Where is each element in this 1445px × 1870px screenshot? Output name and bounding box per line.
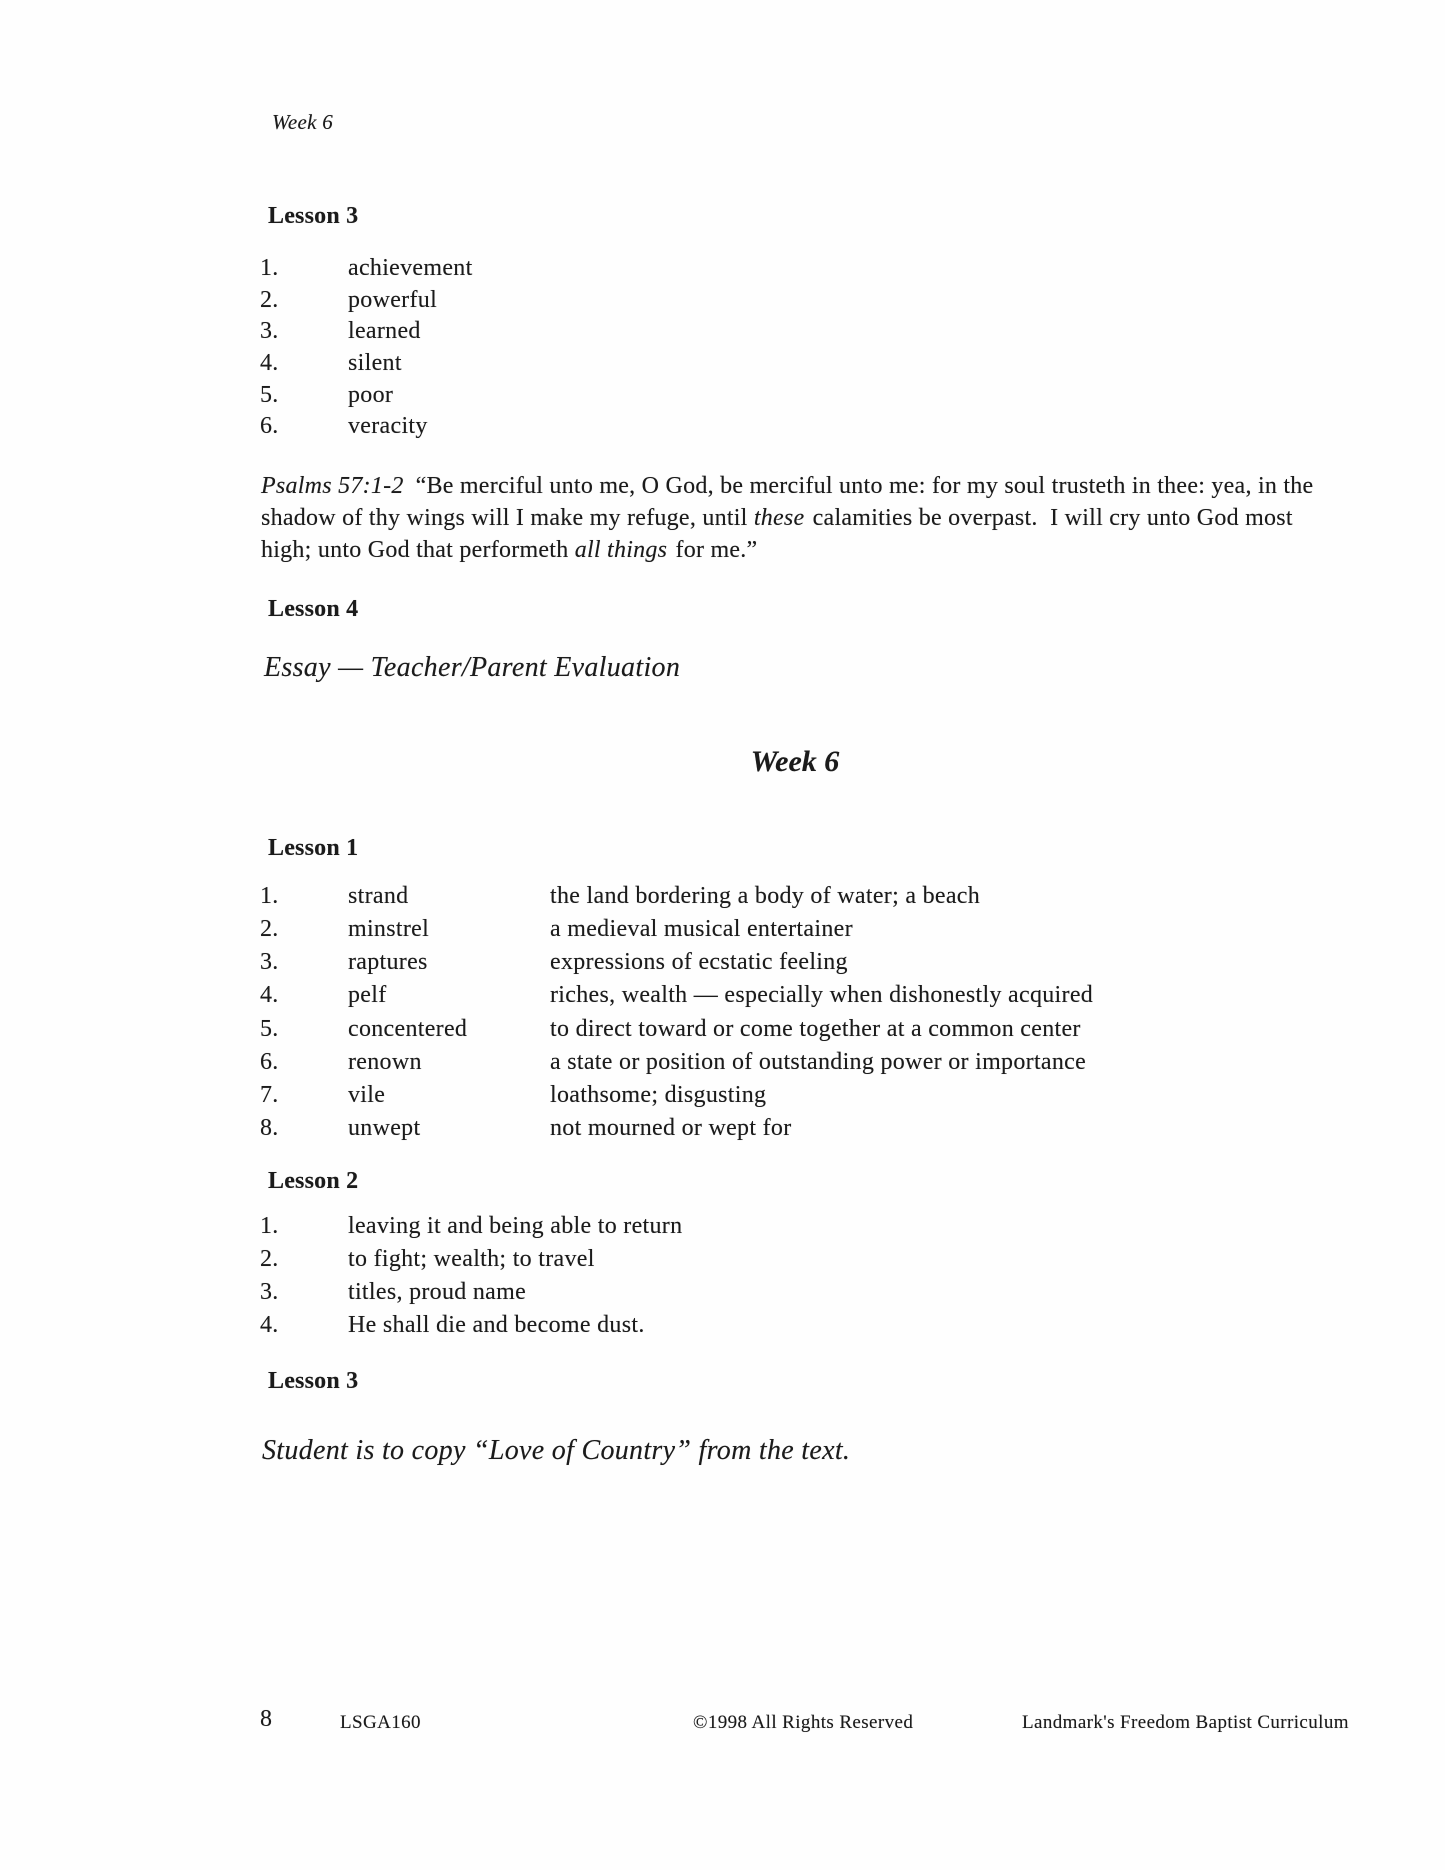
list-item: [0, 287, 1445, 319]
essay-evaluation-line: Essay — Teacher/Parent Evaluation: [264, 652, 681, 683]
list-item: [0, 382, 1445, 414]
item-number: 1.: [260, 883, 279, 909]
vocab-row: [0, 1082, 1445, 1114]
vocab-definition: to direct toward or come together at a common center: [550, 1016, 1081, 1042]
list-item: [0, 318, 1445, 350]
vocab-term: concentered: [348, 1016, 468, 1042]
vocab-definition: the land bordering a body of water; a beach: [550, 883, 981, 909]
psalm-italic-word: these: [753, 505, 805, 531]
answer-text: titles, proud name: [348, 1279, 527, 1305]
item-number: 3.: [260, 949, 279, 975]
item-number: 1.: [260, 255, 279, 281]
psalm-reference: Psalms 57:1-2: [261, 473, 404, 499]
lesson3-bottom-heading: Lesson 3: [268, 1368, 359, 1394]
lesson4-heading: Lesson 4: [268, 596, 359, 622]
psalm-text: “Be merciful unto me, O God, be merciful unto me: for my soul trusteth in thee: yea, in the shadow of thy wings will I make my refuge, until: [261, 473, 1314, 531]
list-item: [0, 413, 1445, 445]
psalm-paragraph: [261, 470, 1323, 566]
vocab-definition: not mourned or wept for: [550, 1115, 792, 1141]
lesson2-heading: Lesson 2: [268, 1168, 359, 1194]
item-number: 1.: [260, 1213, 279, 1239]
item-word: learned: [348, 318, 421, 344]
vocab-term: raptures: [348, 949, 428, 975]
week-section-heading: Week 6: [750, 745, 840, 778]
vocab-row: [0, 1115, 1445, 1147]
item-number: 5.: [260, 382, 279, 408]
answer-text: to fight; wealth; to travel: [348, 1246, 595, 1272]
footer-copyright: ©1998 All Rights Reserved: [693, 1712, 914, 1733]
list-item: [0, 1246, 1445, 1278]
copy-instruction-line: Student is to copy “Love of Country” from the text.: [262, 1435, 851, 1466]
lesson3-top-heading: Lesson 3: [268, 203, 359, 229]
item-number: 2.: [260, 916, 279, 942]
list-item: [0, 1279, 1445, 1311]
vocab-term: vile: [348, 1082, 386, 1108]
item-number: 2.: [260, 1246, 279, 1272]
item-word: poor: [348, 382, 394, 408]
item-word: achievement: [348, 255, 473, 281]
item-number: 7.: [260, 1082, 279, 1108]
list-item: [0, 350, 1445, 382]
running-header: Week 6: [272, 110, 334, 134]
item-number: 4.: [260, 1312, 279, 1338]
psalm-italic-word: all things: [574, 537, 668, 563]
item-number: 2.: [260, 287, 279, 313]
vocab-row: [0, 982, 1445, 1014]
lesson1-heading: Lesson 1: [268, 835, 359, 861]
item-number: 4.: [260, 982, 279, 1008]
list-item: [0, 1213, 1445, 1245]
vocab-definition: loathsome; disgusting: [550, 1082, 767, 1108]
vocab-row: [0, 1016, 1445, 1048]
vocab-definition: a state or position of outstanding power or importance: [550, 1049, 1087, 1075]
vocab-definition: expressions of ecstatic feeling: [550, 949, 848, 975]
footer-course-code: LSGA160: [340, 1712, 421, 1733]
answer-text: leaving it and being able to return: [348, 1213, 683, 1239]
vocab-term: strand: [348, 883, 409, 909]
item-word: silent: [348, 350, 402, 376]
item-number: 5.: [260, 1016, 279, 1042]
psalm-text: for me.”: [669, 537, 758, 563]
page-number: 8: [260, 1706, 273, 1732]
item-number: 3.: [260, 318, 279, 344]
vocab-term: pelf: [348, 982, 387, 1008]
item-number: 6.: [260, 413, 279, 439]
vocab-row: [0, 916, 1445, 948]
list-item: [0, 1312, 1445, 1344]
vocab-term: minstrel: [348, 916, 430, 942]
item-number: 8.: [260, 1115, 279, 1141]
vocab-term: unwept: [348, 1115, 421, 1141]
psalm-text: calamities be overpast. I will cry unto God most high; unto God that performeth: [261, 505, 1293, 563]
vocab-row: [0, 883, 1445, 915]
vocab-definition: riches, wealth — especially when dishonestly acquired: [550, 982, 1094, 1008]
footer-publisher: Landmark's Freedom Baptist Curriculum: [1022, 1712, 1349, 1733]
item-number: 4.: [260, 350, 279, 376]
item-word: powerful: [348, 287, 438, 313]
vocab-row: [0, 1049, 1445, 1081]
answer-text: He shall die and become dust.: [348, 1312, 645, 1338]
vocab-row: [0, 949, 1445, 981]
list-item: [0, 255, 1445, 287]
item-number: 3.: [260, 1279, 279, 1305]
vocab-term: renown: [348, 1049, 422, 1075]
vocab-definition: a medieval musical entertainer: [550, 916, 853, 942]
item-number: 6.: [260, 1049, 279, 1075]
item-word: veracity: [348, 413, 428, 439]
